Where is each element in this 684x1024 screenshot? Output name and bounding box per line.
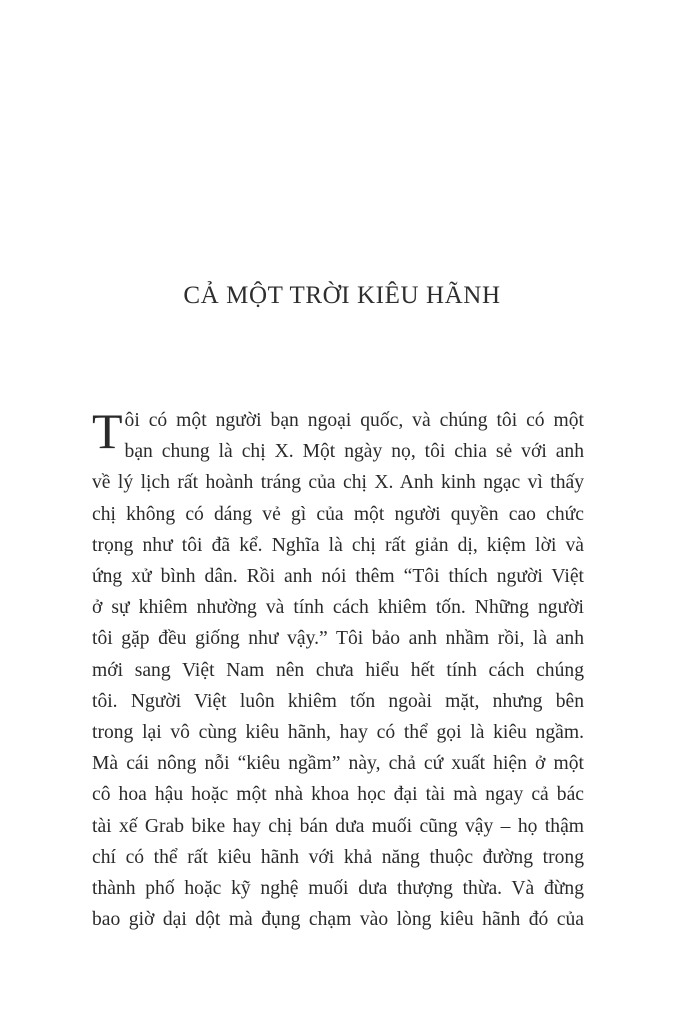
text-line: tôi. Người Việt luôn khiêm tốn ngoài mặt, nhưng bên: [92, 690, 584, 712]
text-line: trọng như tôi đã kể. Nghĩa là chị rất giản dị, kiệm lời và: [92, 534, 584, 556]
text-line: bạn chung là chị X. Một ngày nọ, tôi chia sẻ với anh: [124, 441, 584, 463]
text-line: Mà cái nông nỗi “kiêu ngầm” này, chả cứ xuất hiện ở một: [92, 753, 584, 775]
text-line: tôi gặp đều giống như vậy.” Tôi bảo anh nhầm rồi, là anh: [92, 628, 584, 650]
text-line: chí có thể rất kiêu hãnh với khả năng thuộc đường trong: [92, 846, 584, 868]
text-line: ở sự khiêm nhường và tính cách khiêm tốn. Những người: [92, 597, 584, 619]
text-line: bao giờ dại dột mà đụng chạm vào lòng kiêu hãnh đó của: [92, 909, 584, 931]
text-line: chị không có dáng vẻ gì của một người quyền cao chức: [92, 503, 584, 525]
text-line: thành phố hoặc kỹ nghệ muối dưa thượng thừa. Và đừng: [92, 878, 584, 900]
text-line: ôi có một người bạn ngoại quốc, và chúng tôi có một: [124, 410, 584, 431]
drop-cap: T: [92, 403, 123, 459]
body-paragraph: [92, 405, 584, 935]
chapter-title: CẢ MỘT TRỜI KIÊU HÃNH: [183, 282, 501, 309]
drop-cap-lines: [92, 405, 584, 467]
text-line: cô hoa hậu hoặc một nhà khoa học đại tài mà ngay cả bác: [92, 784, 584, 806]
text-line: mới sang Việt Nam nên chưa hiểu hết tính cách chúng: [92, 659, 584, 681]
text-line: về lý lịch rất hoành tráng của chị X. Anh kinh ngạc vì thấy: [92, 472, 584, 494]
text-line: tài xế Grab bike hay chị bán dưa muối cũng vậy – họ thậm: [92, 815, 584, 837]
text-line: trong lại vô cùng kiêu hãnh, hay có thể gọi là kiêu ngầm.: [92, 722, 584, 744]
text-line: ứng xử bình dân. Rồi anh nói thêm “Tôi thích người Việt: [92, 566, 584, 588]
